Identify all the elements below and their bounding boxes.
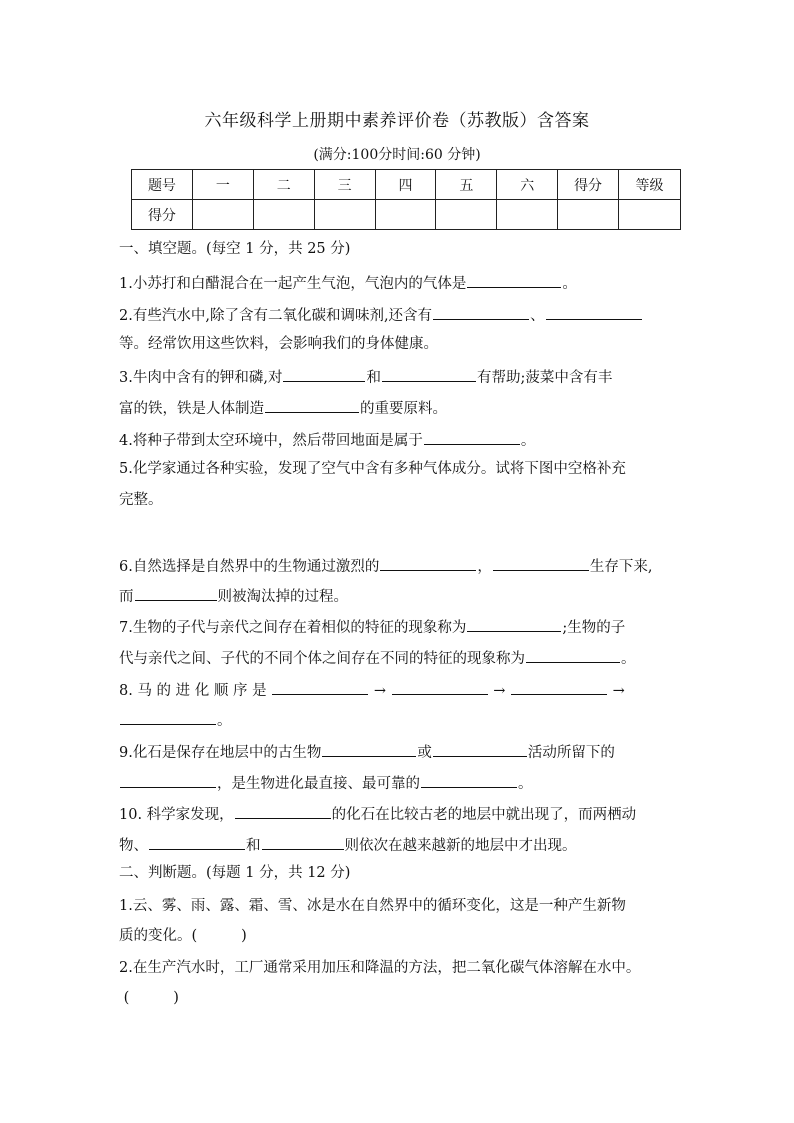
question-text: 1.小苏打和白醋混合在一起产生气泡，气泡内的气体是 [119,276,467,292]
answer-blank[interactable] [235,802,331,819]
answer-blank[interactable] [433,303,529,320]
question-6 [119,554,679,577]
question-9 [119,740,679,763]
answer-blank[interactable] [262,833,344,850]
question-7 [119,615,679,638]
judge-question-1-line2 [119,926,679,946]
question-text: 而 [119,589,134,605]
judge-question-2: 2.在生产汽水时，工厂通常采用加压和降温的方法，把二氧化碳气体溶解在水中。 [119,960,641,976]
question-text: 10. 科学家发现， [119,807,234,823]
question-10-line2 [119,833,679,856]
answer-blank[interactable] [421,771,517,788]
score-entry-cell[interactable] [192,200,253,230]
question-5: 5.化学家通过各种实验，发现了空气中含有多种气体成分。试将下图中空格补充 [119,461,626,477]
question-text: ， [477,559,492,575]
question-text: 、 [530,308,545,324]
score-table-score-row [132,200,681,230]
question-3-line2 [119,396,679,419]
answer-blank[interactable] [467,615,561,632]
score-table [131,169,681,230]
question-8 [119,678,679,701]
question-text: 和 [366,370,381,386]
arrow-icon: → [373,683,386,699]
table-cell: 二 [253,170,314,200]
score-table-header-row [132,170,681,200]
question-text: 8. 马 的 进 化 顺 序 是 [119,683,267,699]
answer-blank[interactable] [382,365,476,382]
answer-blank[interactable] [467,271,561,288]
question-text: 和 [246,838,261,854]
answer-blank[interactable] [322,740,416,757]
question-text: 。 [518,776,533,792]
question-text: 。 [520,433,536,449]
table-cell: 等级 [619,170,681,200]
table-cell: 得分 [132,200,193,230]
answer-blank[interactable] [283,365,365,382]
question-text: ( [123,990,130,1006]
table-cell: 四 [375,170,436,200]
judge-question-2-line2 [119,988,679,1008]
score-entry-cell[interactable] [314,200,375,230]
question-text: 代与亲代之间、子代的不同个体之间存在不同的特征的现象称为 [119,651,525,667]
answer-blank[interactable] [546,303,642,320]
answer-blank[interactable] [380,554,476,571]
score-entry-cell[interactable] [619,200,681,230]
question-9-line2 [119,771,679,794]
table-cell: 得分 [558,170,619,200]
question-text: 富的铁，铁是人体制造 [119,401,264,417]
table-cell: 题号 [132,170,193,200]
answer-blank[interactable] [149,833,245,850]
score-entry-cell[interactable] [436,200,497,230]
question-text: 。 [621,651,636,667]
question-text: 完整。 [119,492,163,508]
table-cell: 三 [314,170,375,200]
question-text: 则依次在越来越新的地层中才出现。 [344,838,577,854]
question-text: 2.有些汽水中,除了含有二氧化碳和调味剂,还含有 [119,308,433,324]
answer-blank[interactable] [433,740,527,757]
question-text: ;生物的子 [562,620,626,636]
question-6-line2 [119,584,679,607]
question-1 [119,271,679,294]
question-text: 或 [417,745,432,761]
arrow-icon: → [612,683,625,699]
question-10 [119,802,679,825]
page-title: 六年级科学上册期中素养评价卷（苏教版）含答案 [204,111,590,131]
question-text: 6.自然选择是自然界中的生物通过激烈的 [119,559,380,575]
page-subtitle: (满分:100分时间:60 分钟) [313,147,481,163]
answer-blank[interactable] [392,678,488,695]
question-text: ，是生物进化最直接、最可靠的 [217,776,420,792]
question-2 [119,303,679,326]
question-text: 的重要原料。 [360,401,447,417]
answer-blank[interactable] [526,646,620,663]
question-text: ) [241,928,247,944]
answer-blank[interactable] [272,678,368,695]
question-text: 4.将种子带到太空环境中，然后带回地面是属于 [119,433,423,449]
answer-blank[interactable] [493,554,589,571]
answer-blank[interactable] [511,678,607,695]
question-text: 质的变化。( [119,928,198,944]
question-text: 。 [217,713,232,729]
score-entry-cell[interactable] [253,200,314,230]
answer-blank[interactable] [424,428,520,445]
question-text: 的化石在比较古老的地层中就出现了，而两栖动 [331,807,637,823]
question-text: ) [173,990,179,1006]
question-7-line2 [119,646,679,669]
answer-blank[interactable] [135,584,217,601]
question-text: 有帮助;菠菜中含有丰 [476,370,613,386]
question-text: 则被淘汰掉的过程。 [217,589,348,605]
score-entry-cell[interactable] [558,200,619,230]
question-text: 生存下来, [589,559,653,575]
table-cell: 一 [192,170,253,200]
answer-blank[interactable] [120,771,216,788]
score-entry-cell[interactable] [375,200,436,230]
section2-heading: 二、判断题。(每题 1 分，共 12 分) [119,865,351,881]
answer-blank[interactable] [120,708,216,725]
question-text: 物、 [119,838,148,854]
arrow-icon: → [493,683,506,699]
answer-blank[interactable] [265,396,359,413]
question-4 [119,428,679,451]
question-text: 等。经常饮用这些饮料，会影响我们的身体健康。 [119,336,438,352]
table-cell: 五 [436,170,497,200]
question-text: 活动所留下的 [527,745,615,761]
question-text: 7.生物的子代与亲代之间存在着相似的特征的现象称为 [119,620,467,636]
question-text: 9.化石是保存在地层中的古生物 [119,745,322,761]
section1-heading: 一、填空题。(每空 1 分，共 25 分) [119,241,351,257]
judge-question-1: 1.云、雾、雨、露、霜、雪、冰是水在自然界中的循环变化，这是一种产生新物 [119,898,626,914]
question-8-line2 [119,708,679,731]
table-cell: 六 [497,170,558,200]
score-entry-cell[interactable] [497,200,558,230]
question-3 [119,365,679,388]
question-text: 。 [562,276,577,292]
question-text: 3.牛肉中含有的钾和磷,对 [119,370,283,386]
